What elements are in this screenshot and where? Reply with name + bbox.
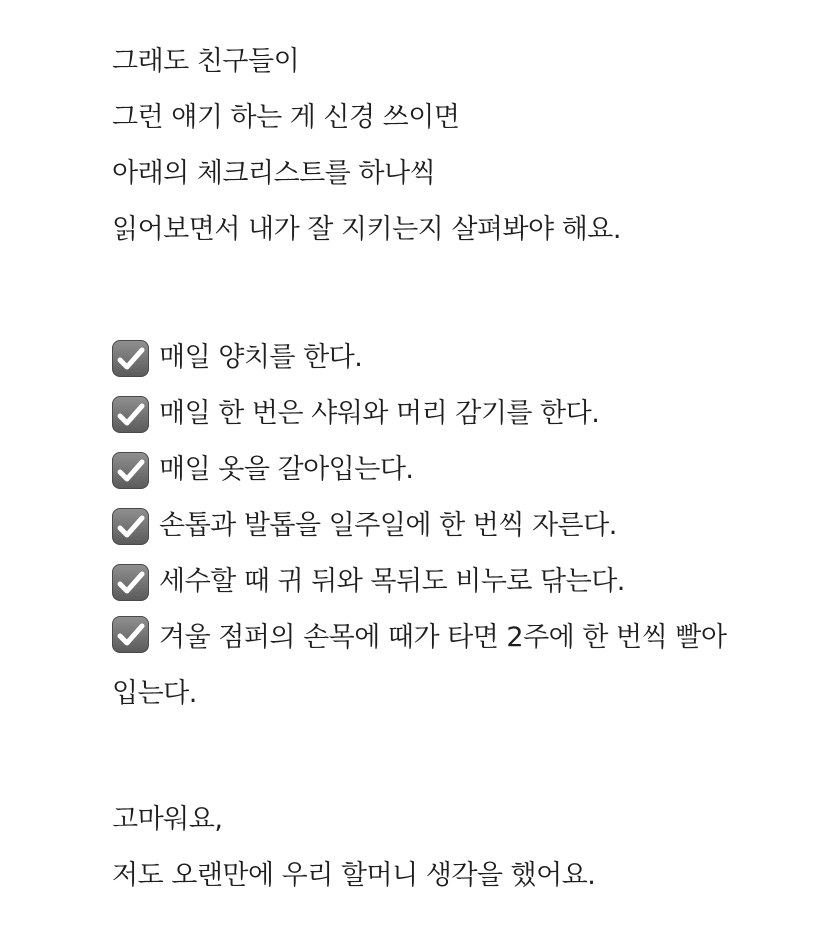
checklist-item-text: 매일 옷을 갈아입는다.	[159, 454, 414, 485]
checklist-item	[112, 610, 752, 722]
checklist-item	[112, 330, 812, 386]
intro-paragraph	[112, 34, 812, 258]
checklist-item	[112, 442, 812, 498]
checklist-item-text: 손톱과 발톱을 일주일에 한 번씩 자른다.	[159, 510, 617, 541]
intro-line: 아래의 체크리스트를 하나씩	[112, 158, 436, 189]
checklist-item-text: 세수할 때 귀 뒤와 목뒤도 비누로 닦는다.	[159, 566, 625, 597]
checklist-item	[112, 554, 812, 610]
check-box-icon	[112, 396, 149, 433]
checklist-item	[112, 498, 812, 554]
check-box-icon	[112, 616, 149, 653]
check-box-icon	[112, 452, 149, 489]
spacer	[112, 258, 812, 330]
checklist-item-text: 매일 한 번은 샤워와 머리 감기를 한다.	[159, 398, 600, 429]
intro-line: 읽어보면서 내가 잘 지키는지 살펴봐야 해요.	[112, 214, 621, 245]
intro-line: 그래도 친구들이	[112, 46, 300, 77]
check-box-icon	[112, 564, 149, 601]
checklist-item	[112, 386, 812, 442]
spacer	[112, 722, 812, 792]
closing-line: 고마워요,	[112, 804, 223, 835]
check-box-icon	[112, 340, 149, 377]
closing-line: 저도 오랜만에 우리 할머니 생각을 했어요.	[112, 860, 596, 891]
checklist-item-text: 매일 양치를 한다.	[159, 342, 363, 373]
intro-line: 그런 얘기 하는 게 신경 쓰이면	[112, 102, 460, 133]
check-box-icon	[112, 508, 149, 545]
closing-paragraph	[112, 792, 812, 904]
checklist	[112, 330, 812, 722]
document-body	[112, 34, 812, 904]
checklist-item-text: 겨울 점퍼의 손목에 때가 타면 2주에 한 번씩 빨아 입는다.	[112, 622, 727, 709]
